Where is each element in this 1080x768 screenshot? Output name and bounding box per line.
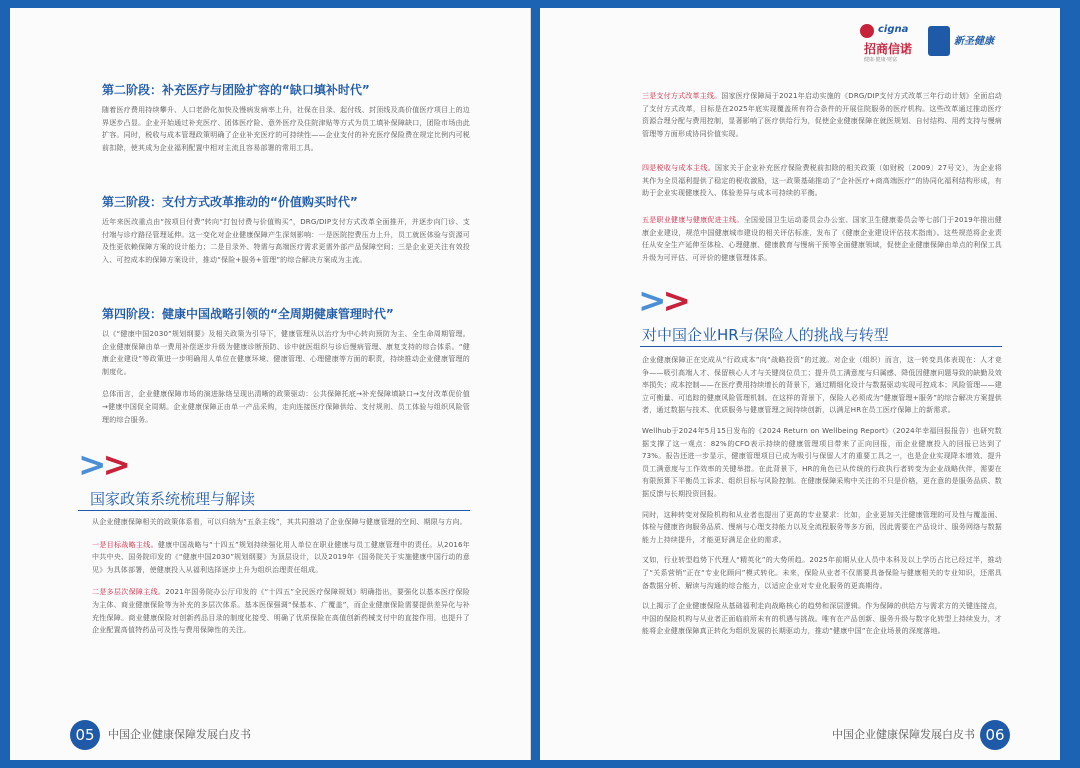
partner-brand-name: 新圣健康 [954, 36, 994, 47]
line4-label: 四是税收与成本主线。 [642, 164, 715, 172]
stage2-title: 第二阶段：补充医疗与团险扩容的“缺口填补时代” [102, 83, 370, 97]
cigna-logo [858, 22, 926, 66]
challenges-title-underline [640, 346, 1002, 347]
stage2-section [102, 82, 470, 154]
line4-paragraph [642, 162, 1002, 200]
policy-line-2-body: 2021年国务院办公厅印发的《“十四五”全民医疗保障规划》明确指出，要强化以基本医疗保险为主体、商业健康保险等为补充的多层次体系。基本医保强调“保基本、广覆盖”，而企业健康保险需要提供差异化与补充性保障。商业健康保险对创新药品目录的制度化接受、明确了优质保险在高值创新药械支付中的直接作用，也提升了企业配置高值特药品可及性与费用保障性的关注。 [92, 588, 471, 635]
policy-line-2 [92, 586, 470, 636]
partner-logo-mark-icon [928, 26, 950, 56]
stage4-section [102, 306, 470, 426]
cigna-wordmark: cigna [878, 24, 909, 35]
challenges-paragraph-5: 以上揭示了企业健康保险从基础福利走向战略核心的趋势和深层逻辑。作为保障的供给方与需求方的关键连接点，中国的保险机构与从业者正面临前所未有的机遇与挑战。唯有在产品创新、服务升级与数字化转型上持续发力，才能将企业健康保障真正转化为组织发展的长期驱动力，推动“健康中国”在企业场景的深度落地。 [642, 602, 1002, 636]
challenges-paragraph-3: 同时，这种转变对保险机构和从业者也提出了更高的专业要求：比如，企业更加关注健康管理的可及性与覆盖面、体检与健康咨询服务品质、慢病与心理支持能力以及全流程服务等多方面，因此需要在产品设计、服务网络与数据能力上持续提升，才能更好满足企业的需求。 [642, 510, 1002, 544]
title-underline [78, 510, 470, 511]
stage2-body: 随着医疗费用持续攀升、人口老龄化加快及慢病发病率上升，社保在目录、起付线、封顶线及高价值医疗项目上的边界逐步凸显。企业开始通过补充医疗、团体医疗险、意外医疗及住院津贴等方式为员工填补保障缺口，团险市场由此扩容。同时，税收与成本管理政策明确了企业补充医疗的可持续性——企业支付的补充医疗保险费在规定比例内可税前扣除，使其成为企业福利配置中相对主流且容易部署的常用工具。 [102, 106, 470, 152]
brand1-name: 招商信诺 [864, 42, 913, 56]
line3-body: 国家医疗保障局于2021年启动实施的《DRG/DIP支付方式改革三年行动计划》全面启动了支付方式改革，目标是在2025年底实现覆盖所有符合条件的开展住院服务的医疗机构。这些改革通过推动医疗资源合理分配与费用控制，显著影响了医疗供给行为，促使企业健康保障在就医规划、自付结构、用药支持与慢病管理等方面形成协同价值实现。 [642, 92, 1002, 138]
page-number-badge-right: 06 [980, 720, 1010, 750]
cigna-mark-icon [860, 24, 874, 38]
challenges-paragraph-1: 企业健康保障正在完成从“行政成本”向“战略投资”的过渡。对企业（组织）而言，这一转变具体表现在：人才竞争——吸引高端人才、保留核心人才与关键岗位员工；提升员工满意度与归属感、降低因健康问题导致的缺勤及效率损失；成本控制——在医疗费用持续增长的背景下，通过精细化设计与数据驱动实现可控成本；风险管理——建立可衡量、可追踪的健康风险管理机制。在这样的背景下，保险人必须成为“健康管理+服务”的综合解决方案提供者，通过数据与技术、优质服务与健康管理之间持续创新，以满足HR在员工医疗保障上的新需求。 [642, 356, 1002, 415]
line5-label: 五是职业健康与健康促进主线。 [642, 216, 744, 224]
footer-title-right: 中国企业健康保障发展白皮书 [832, 728, 975, 741]
brand1-slogan: 健康·健康·财富 [864, 57, 898, 63]
policy-section [92, 516, 470, 637]
policy-line-1 [92, 539, 470, 577]
line5-paragraph [642, 214, 1002, 264]
stage4-body-2: 总体而言，企业健康保障市场的演进脉络呈现出清晰的政策驱动：公共保障托底→补充保障填缺口→支付改革促价值→健康中国促全周期。企业健康保障正由单一产品采购，走向连接医疗保障供给、支付规则、员工体验与组织风险管理的综合服务。 [102, 390, 470, 424]
line3-paragraph [642, 90, 1002, 140]
stage3-title: 第三阶段：支付方式改革推动的“价值购买时代” [102, 195, 358, 209]
policy-section-title: 国家政策系统梳理与解读 [90, 490, 256, 508]
policy-line-2-label: 二是多层次保障主线。 [92, 588, 166, 597]
line5-body: 全国爱国卫生运动委员会办公室、国家卫生健康委员会等七部门于2019年推出健康企业建设，规范中国健康城市建设的相关评估标准，发布了《健康企业建设评估技术指南》。这些规范将企业责任从安全生产延伸至体检、心理健康、健康教育与慢病干预等全面健康领域，促使企业健康保障由单点的利保工具升级为可评估、可评价的健康管理体系。 [642, 216, 1002, 262]
page-number-badge: 05 [70, 720, 100, 750]
line4-body: 国家关于企业补充医疗保险费税前扣除的相关政策（如财税〔2009〕27号文），为企业将其作为全员福利提供了稳定的税收激励，这一政策基础推动了“企补医疗+商高端医疗”的协同化福利结构形成，有助于企业实现健康投入、体验差异与成本可持续的平衡。 [642, 164, 1003, 198]
challenges-section-title: 对中国企业HR与保险人的挑战与转型 [642, 326, 889, 344]
challenges-section [642, 354, 1002, 638]
stage4-title: 第四阶段：健康中国战略引领的“全周期健康管理时代” [102, 307, 394, 321]
left-page [10, 8, 531, 760]
policy-line-1-label: 一是目标战略主线。 [92, 540, 158, 549]
stage3-body: 近年来医改重点由“按项目付费”转向“打包付费与价值购买”，DRG/DIP支付方式改革全面推开，并逐步向门诊、支付端与诊疗路径管理延伸。这一变化对企业健康保障产生深刻影响：一是医院控费压力上升，员工就医体验与资源可及性更依赖保障方案的设计能力；二是目录外、特需与高端医疗需求更需外部产品保障空间；三是企业更关注有效投入、可控成本的保障方案设计，推动“保险+服务+管理”的综合解决方案成为主流。 [102, 218, 470, 264]
line4-section [642, 162, 1002, 200]
footer-title: 中国企业健康保障发展白皮书 [108, 728, 251, 741]
line3-label: 三是支付方式改革主线。 [642, 92, 722, 100]
line5-section [642, 214, 1002, 264]
chevron-arrows-icon-right: >> [638, 281, 687, 321]
stage4-body-1: 以《“健康中国2030”规划纲要》及相关政策为引导下，健康管理从以治疗为中心转向预防为主、全生命周期管理。企业健康保障由单一费用补偿逐步升级为健康诊断预防、诊中就医组织与诊后慢病管理、康复支持的综合体系。“健康企业建设”等政策进一步明确用人单位在健康环境、健康管理、心理健康等方面的职责，持续推动企业健康管理的制度化。 [102, 330, 470, 376]
chevron-arrows-icon: >> [78, 445, 127, 485]
challenges-paragraph-2: Wellhub于2024年5月15日发布的《2024 Return on Wellbeing Report》（2024年幸福回报报告）也研究数据支撑了这一观点：82%的CFO表示持续的健康管理项目带来了正向回报，而企业健康投入的回报已达到了73%。报告还进一步显示，健康管理项目已成为吸引与保留人才的重要工具之一，也是企业实现降本增效、提升员工满意度与工作效率的关键举措。在此背景下，HR的角色已从传统的行政执行者转变为企业战略伙伴，需要在有限预算下平衡员工诉求、组织目标与风险控制。在健康保障采购中关注的不只是价格，更在意的是服务品质、数据反馈与长期投资回报。 [642, 426, 1002, 498]
policy-intro: 从企业健康保障相关的政策体系看，可以归纳为“五条主线”，其共同推动了企业保障与健康管理的空间、期限与方向。 [92, 518, 467, 526]
challenges-paragraph-4: 又如，行业转型趋势下代理人“精英化”的大势所趋。2025年前期从业人员中本科及以上学历占比已经过半，推动了“关系营销”正在“专业化顾问”模式转化。未来，保险从业者不仅需要具备保险与健康相关的专业知识，还需具备数据分析、解读与沟通的综合能力，以适应企业对专业化服务的更高期待。 [642, 556, 1002, 590]
right-page [540, 8, 1060, 760]
line3-section [642, 90, 1002, 140]
stage3-section [102, 194, 470, 266]
policy-line-1-body: 健康中国战略与“十四五”规划持续强化用人单位在职业健康与员工健康管理中的责任。从2016年中共中央、国务院印发的《“健康中国2030”规划纲要》为顶层设计，以及2019年《国务院关于实施健康中国行动的意见》为具体部署，使健康投入从福利选择逐步上升为组织治理责任组成。 [92, 540, 470, 574]
